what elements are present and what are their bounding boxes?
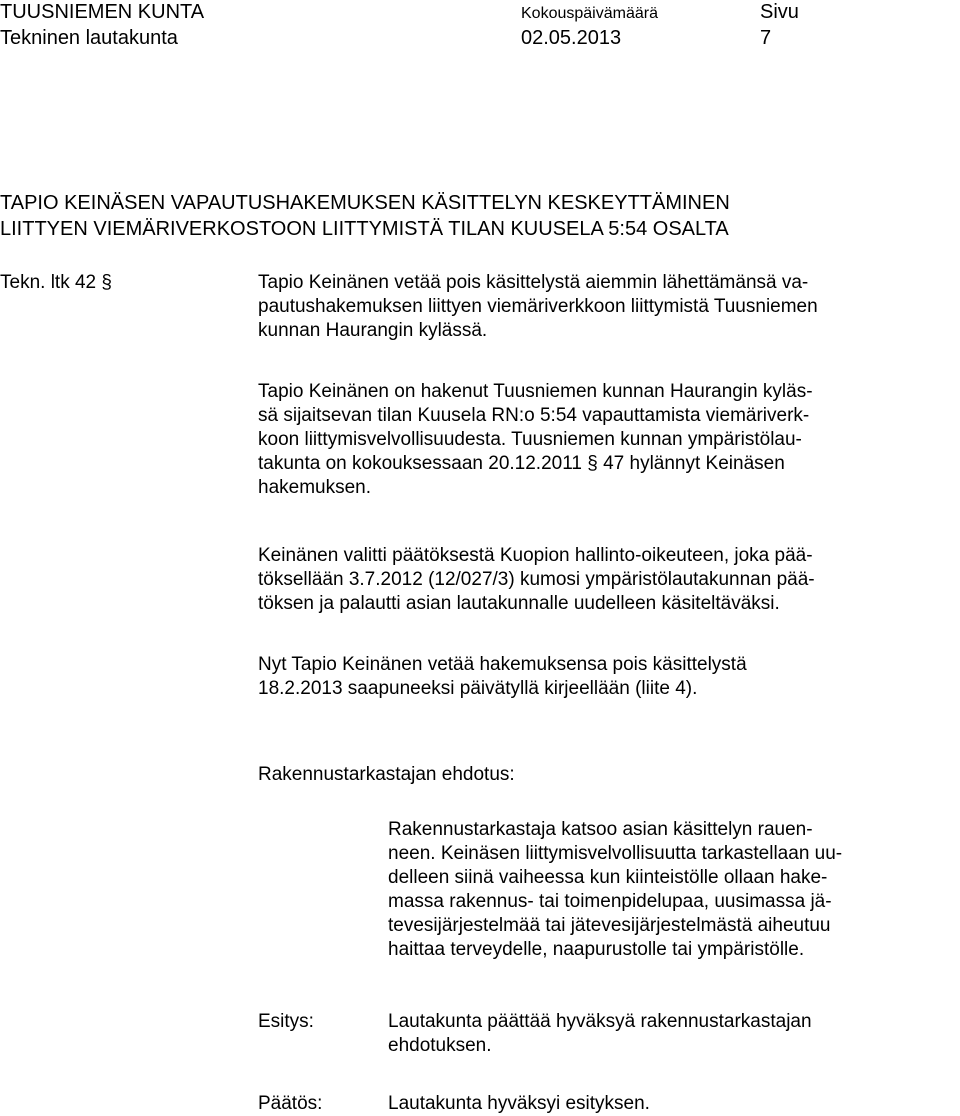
paragraph-line-part: 47 hylännyt Keinäsen [603, 453, 785, 474]
section-ref-text: Tekn. ltk 42 [0, 272, 97, 293]
paragraph-line: Nyt Tapio Keinänen vetää hakemuksensa pois käsittelystä [258, 654, 747, 675]
paragraph-line [258, 452, 958, 476]
paragraph-line: tevesijärjestelmää tai jätevesijärjestelmästä aiheutuu [388, 915, 831, 936]
paragraph-line: neen. Keinäsen liittymisvelvollisuutta tarkastellaan uu- [388, 843, 843, 864]
section-sign-icon: § [101, 272, 112, 293]
paatos-text: Lautakunta hyväksyi esityksen. [388, 1093, 650, 1114]
title-line-1: TAPIO KEINÄSEN VAPAUTUSHAKEMUKSEN KÄSITTELYN KESKEYTTÄMINEN [0, 192, 730, 214]
header-board: Tekninen lautakunta [0, 27, 178, 49]
paragraph-line: Tapio Keinänen vetää pois käsittelystä aiemmin lähettämänsä va- [258, 272, 809, 293]
paragraph-line: hakemuksen. [258, 477, 372, 498]
paragraph-line: 18.2.2013 saapuneeksi päivätyllä kirjeellään (liite 4). [258, 678, 698, 699]
paragraph-1 [258, 271, 958, 343]
paragraph-line: koon liittymisvelvollisuudesta. Tuusniemen kunnan ympäristölau- [258, 429, 802, 450]
paragraph-line: töksen ja palautti asian lautakunnalle uudelleen käsiteltäväksi. [258, 593, 780, 614]
header-page-number: 7 [760, 27, 772, 49]
paragraph-line: sä sijaitsevan tilan Kuusela RN:o 5:54 vapauttamista viemäriverk- [258, 405, 810, 426]
paragraph-line: delleen siinä vaiheessa kun kiinteistölle ollaan hake- [388, 867, 828, 888]
paragraph-line: pautushakemuksen liittyen viemäriverkkoon liittymistä Tuusniemen [258, 296, 818, 317]
paragraph-line: haittaa terveydelle, naapurustolle tai ympäristölle. [388, 939, 805, 960]
header-date-label: Kokouspäivämäärä [521, 5, 658, 22]
paragraph-4 [258, 653, 958, 701]
paragraph-line: Keinänen valitti päätöksestä Kuopion hallinto-oikeuteen, joka pää- [258, 545, 813, 566]
paragraph-line: Tapio Keinänen on hakenut Tuusniemen kunnan Haurangin kyläs- [258, 381, 813, 402]
paragraph-line: Lautakunta päättää hyväksyä rakennustarkastajan [388, 1011, 812, 1032]
paragraph-line-part: takunta on kokouksessaan 20.12.2011 [258, 453, 588, 474]
section-reference [0, 271, 112, 295]
header-org: TUUSNIEMEN KUNTA [0, 1, 205, 23]
esitys-label: Esitys: [258, 1011, 314, 1032]
proposal-body [388, 818, 842, 962]
paragraph-3 [258, 544, 958, 616]
header-date: 02.05.2013 [521, 27, 622, 49]
esitys-body [388, 1010, 812, 1058]
paragraph-2 [258, 380, 958, 500]
header-page-label: Sivu [760, 1, 799, 23]
section-sign-icon: § [587, 453, 598, 474]
paatos-label: Päätös: [258, 1093, 323, 1114]
paragraph-line: Rakennustarkastaja katsoo asian käsittelyn rauen- [388, 819, 813, 840]
paragraph-line: massa rakennus- tai toimenpidelupaa, uusimassa jä- [388, 891, 832, 912]
paragraph-line: ehdotuksen. [388, 1035, 492, 1056]
proposal-heading: Rakennustarkastajan ehdotus: [258, 764, 515, 785]
title-line-2: LIITTYEN VIEMÄRIVERKOSTOON LIITTYMISTÄ TILAN KUUSELA 5:54 OSALTA [0, 218, 729, 240]
paragraph-line: kunnan Haurangin kylässä. [258, 320, 488, 341]
paragraph-line: töksellään 3.7.2012 (12/027/3) kumosi ympäristölautakunnan pää- [258, 569, 815, 590]
